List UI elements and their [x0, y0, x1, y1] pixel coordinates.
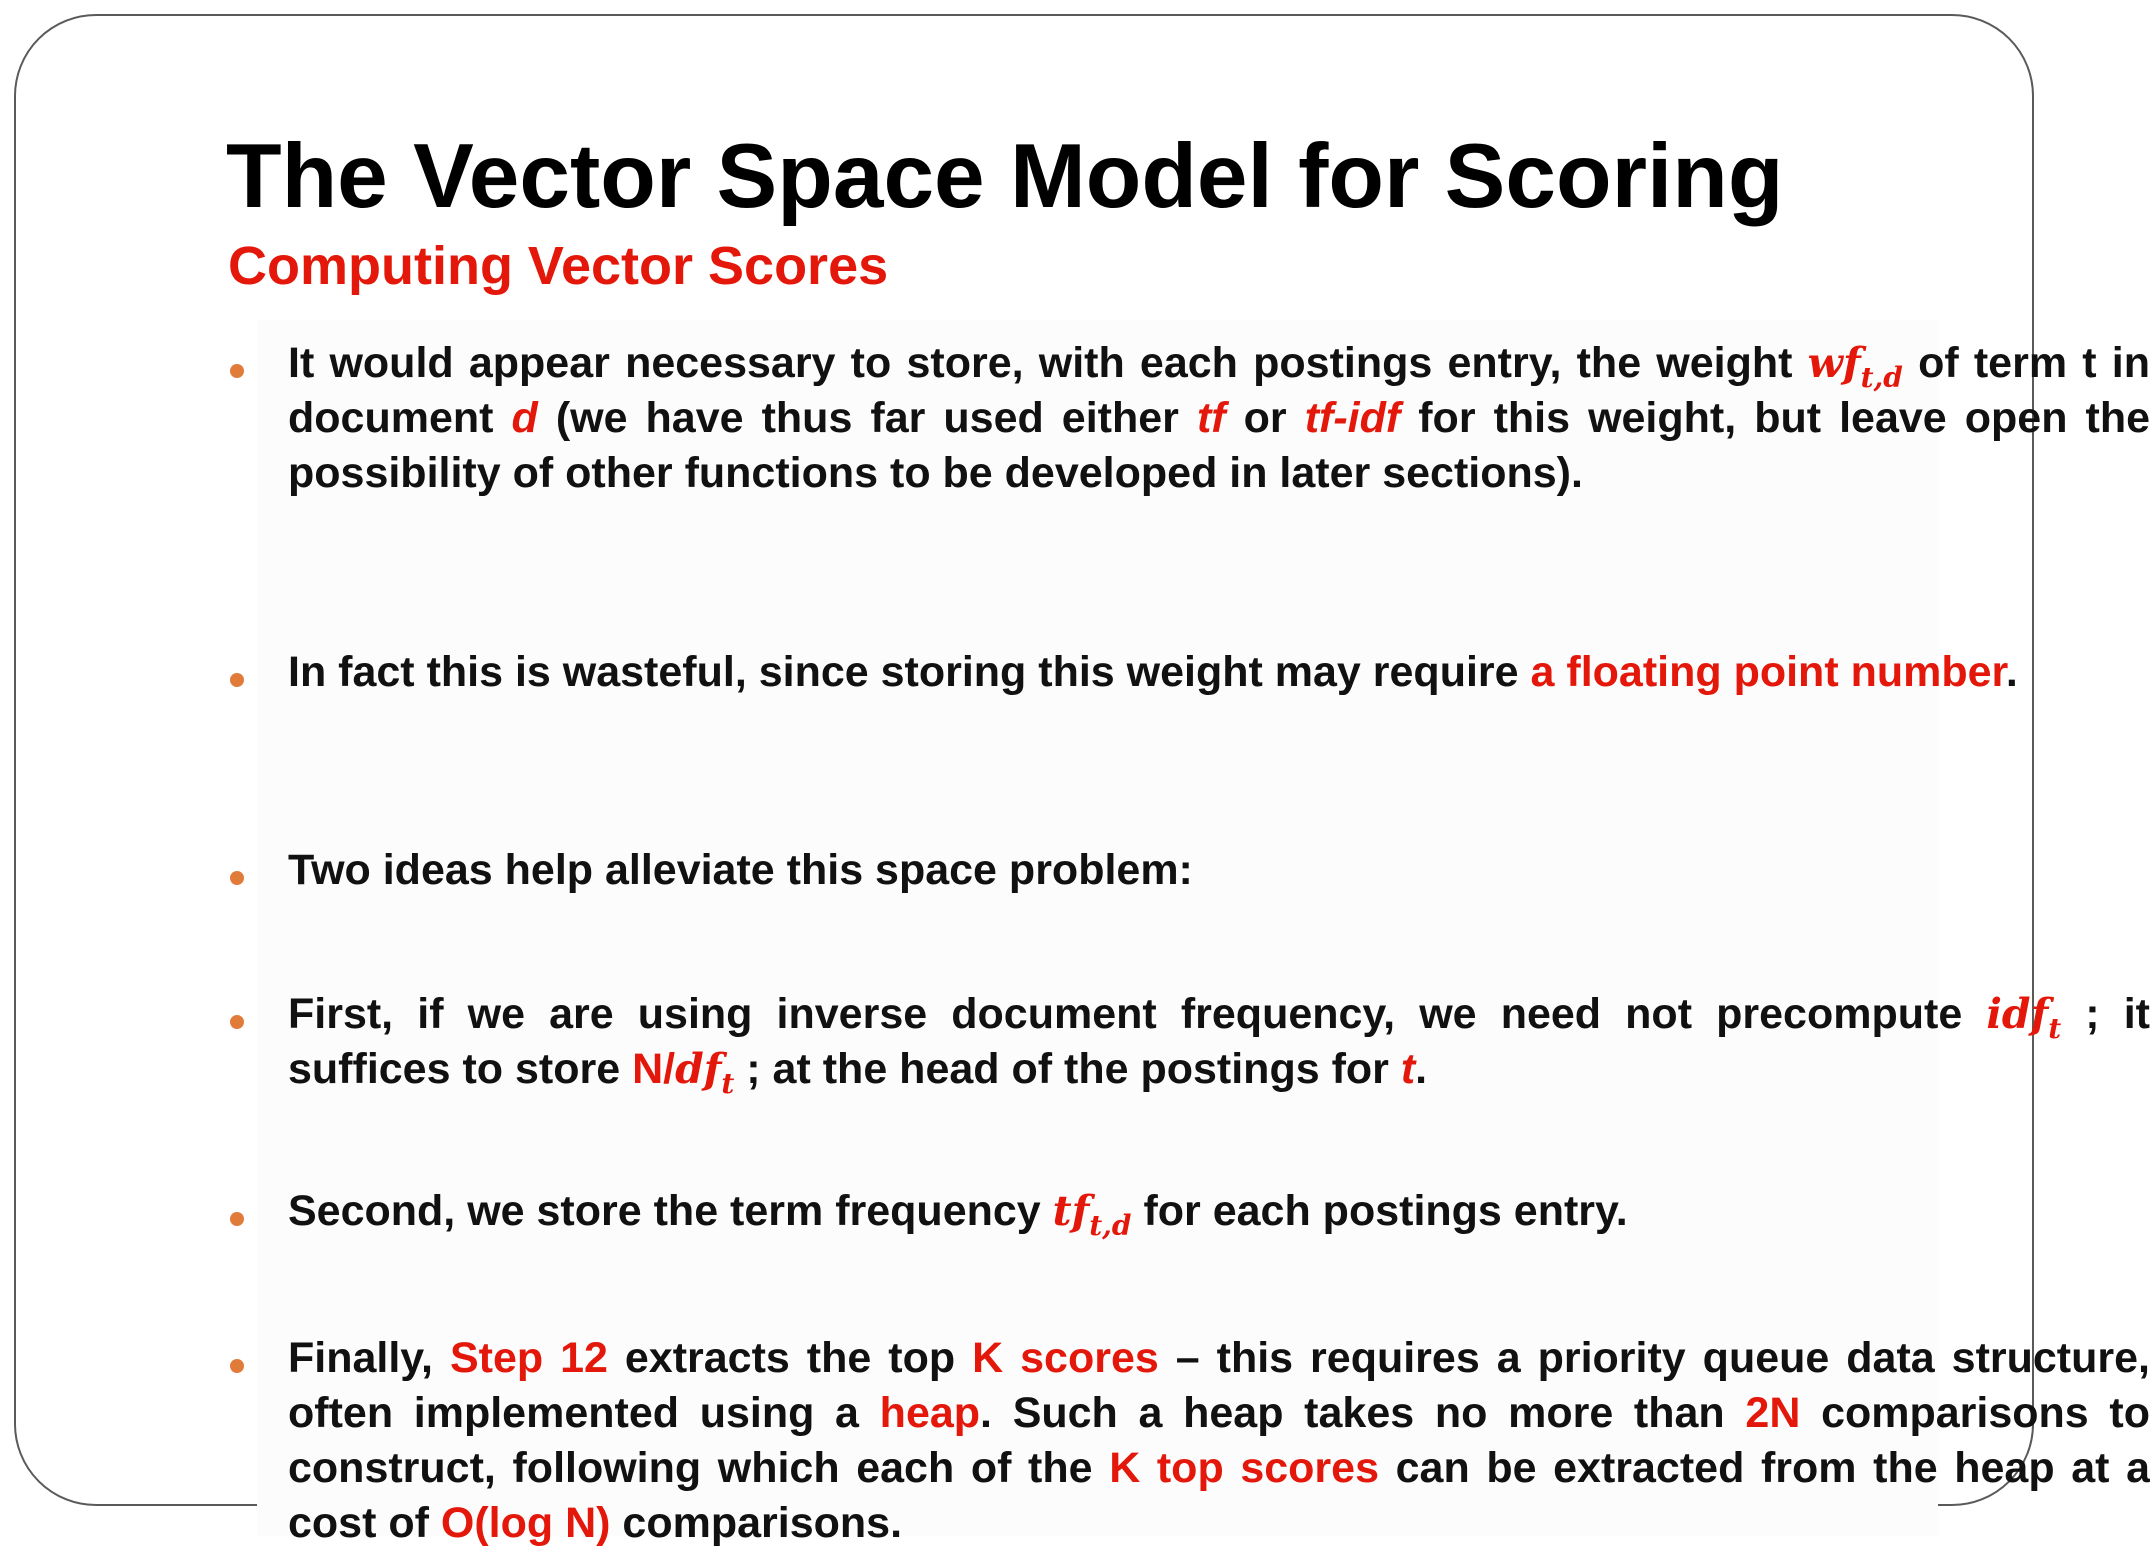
- highlight-n-over: N/: [632, 1045, 676, 1093]
- math-base: tf: [1052, 1187, 1090, 1235]
- math-base: idf: [1986, 990, 2049, 1038]
- math-tf-td: [1052, 1187, 1132, 1242]
- text-run: . Such a heap takes no more than: [980, 1389, 1746, 1437]
- text-run: comparisons to construct, following which each of the: [288, 1389, 2150, 1492]
- text-run: It would appear necessary to store, with each postings entry, the weight: [288, 339, 1808, 387]
- bullet-dot-icon: [230, 1212, 244, 1226]
- text-run: .: [2005, 648, 2018, 696]
- text-run: – this requires a priority queue data structure, often implemented using a: [288, 1334, 2150, 1437]
- text-run: (we have thus far used either: [537, 394, 1197, 442]
- math-base: df: [675, 1045, 722, 1093]
- highlight-tf-idf: tf-idf: [1304, 394, 1401, 442]
- math-idf-t: [1986, 990, 2062, 1045]
- bullet-dot-icon: [230, 364, 244, 378]
- bullet-text: [288, 987, 2150, 1100]
- slide-subtitle: Computing Vector Scores: [228, 236, 889, 296]
- math-subscript: t: [2048, 1012, 2062, 1045]
- text-run: can be extracted from the heap at a cost of: [288, 1444, 2150, 1547]
- text-run: Two ideas help alleviate this space problem:: [288, 846, 1193, 894]
- highlight-t: t: [1400, 1045, 1416, 1093]
- highlight-floating-point: a floating point number: [1530, 648, 2006, 696]
- text-run: Second, we store the term frequency: [288, 1187, 1053, 1235]
- highlight-d: d: [511, 394, 538, 442]
- text-run: or: [1225, 394, 1305, 442]
- math-wf-td: [1807, 339, 1903, 394]
- bullet-text: [288, 1331, 2150, 1551]
- math-df-t: [675, 1045, 735, 1100]
- text-run: for each postings entry.: [1131, 1187, 1628, 1235]
- bullet-dot-icon: [230, 1015, 244, 1029]
- highlight-tf: tf: [1196, 394, 1226, 442]
- text-run: .: [1415, 1045, 1428, 1093]
- highlight-o-log-n: O(log N): [440, 1499, 611, 1547]
- text-run: comparisons.: [610, 1499, 903, 1547]
- text-run: ; at the head of the postings for: [734, 1045, 1401, 1093]
- math-subscript: t,d: [1089, 1209, 1132, 1242]
- bullet-dot-icon: [230, 871, 244, 885]
- text-run: First, if we are using inverse document frequency, we need not precompute: [288, 990, 1987, 1038]
- bullet-text: [288, 645, 2150, 700]
- math-base: wf: [1807, 339, 1861, 387]
- bullet-dot-icon: [230, 1359, 244, 1373]
- math-subscript: t,d: [1860, 361, 1903, 394]
- text-run: of term t in document: [288, 339, 2150, 442]
- highlight-k-scores: K scores: [972, 1334, 1159, 1382]
- bullet-text: [288, 336, 2150, 501]
- text-run: In fact this is wasteful, since storing this weight may require: [288, 648, 1531, 696]
- text-run: Finally,: [288, 1334, 450, 1382]
- bullet-text: [288, 843, 2150, 898]
- highlight-step-12: Step 12: [449, 1334, 608, 1382]
- text-run: extracts the top: [607, 1334, 973, 1382]
- text-run: for this weight, but leave open the possibility of other functions to be developed in later sections).: [288, 394, 2150, 497]
- bullet-text: [288, 1184, 2150, 1242]
- bullet-dot-icon: [230, 673, 244, 687]
- slide-title: The Vector Space Model for Scoring: [226, 126, 1784, 227]
- highlight-k-top-scores: K top scores: [1109, 1444, 1379, 1492]
- highlight-heap: heap: [879, 1389, 981, 1437]
- text-run: ; it suffices to store: [288, 990, 2150, 1093]
- math-subscript: t: [721, 1067, 735, 1100]
- highlight-2n: 2N: [1745, 1389, 1801, 1437]
